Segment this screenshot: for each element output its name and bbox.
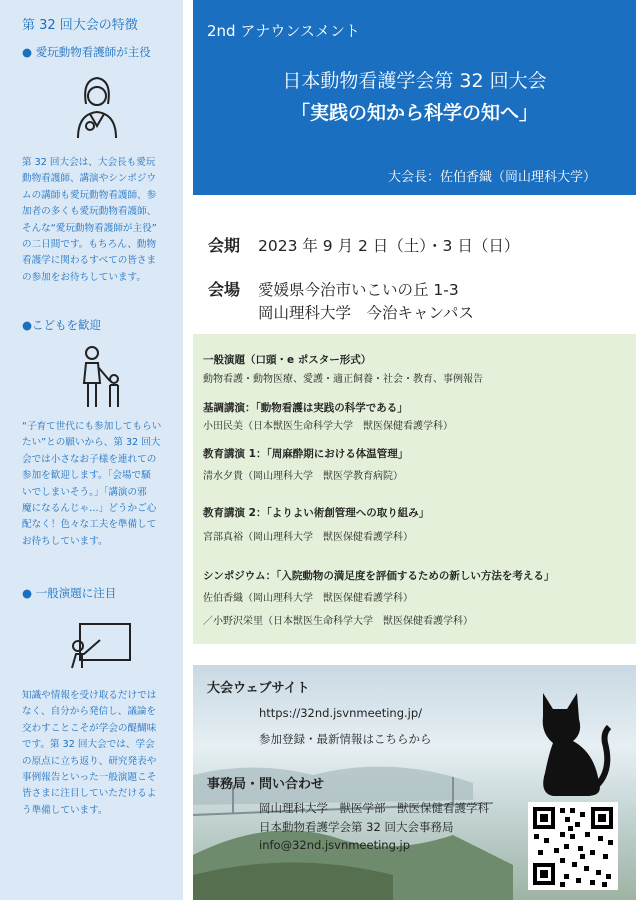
sidebar-heading: 第 32 回大会の特徴 — [22, 18, 138, 33]
conference-theme: 「実践の知から科学の知へ」 — [290, 102, 538, 124]
program-item-head: 教育講演 1：「周麻酔期における体温管理」 — [203, 448, 409, 460]
website-heading: 大会ウェブサイト — [207, 681, 310, 696]
program-item-line: 宮部真裕（岡山理科大学 獣医保健看護学科） — [203, 532, 413, 543]
venue-address: 愛媛県今治市いこいの丘 1-3 — [258, 281, 459, 299]
section-title-nurse: ● 愛玩動物看護師が主役 — [22, 45, 151, 59]
date-value: 2023 年 9 月 2 日（土）・3 日（日） — [258, 237, 520, 255]
program-list — [193, 334, 636, 644]
program-item-head: 教育講演 2：「よりよい術創管理への取り組み」 — [203, 507, 430, 519]
program-item-head: 一般演題（口頭・e ポスター形式） — [203, 354, 372, 366]
contact-email-link[interactable]: info@32nd.jsvnmeeting.jp — [259, 838, 411, 852]
presenter-icon — [68, 620, 134, 674]
section-title-children: ●こどもを歓迎 — [22, 318, 102, 332]
program-item-line: ／小野沢栄里（日本獣医生命科学大学 獣医保健看護学科） — [203, 616, 473, 627]
section-title-presentations: ● 一般演題に注目 — [22, 586, 117, 600]
conference-title: 日本動物看護学会第 32 回大会 — [282, 70, 547, 92]
president-line: 大会長：佐伯香織（岡山理科大学） — [387, 170, 596, 185]
section-text-nurse: 第 32 回大会は、大会長も愛玩 動物看護師、講演やシンポジウ ムの講師も愛玩動物看護師、参 加者の多くも愛玩動物看護師、 そんな“愛玩動物看護師が主役” の二日間です。もちろん、動物 看護学に関わるすべての皆さま の参加をお待ちしています。 — [22, 157, 157, 283]
contact-department: 岡山理科大学 獣医学部 獣医保健看護学科 — [259, 801, 489, 815]
nurse-icon — [68, 74, 126, 144]
section-text-children: “子育て世代にも参加してもらい たい”との願いから、第 32 回大 会では小さなお子様を連れての 参加を歓迎します。「会場で騒 いでしまいそう。」「講演の邪 魔になるんじゃ…」どうかご心 配なく！色々な工夫を準備して お待ちしています。 — [22, 421, 162, 547]
venue-label: 会場 — [208, 280, 241, 299]
title-banner — [193, 0, 636, 195]
website-url-link[interactable]: https://32nd.jsvnmeeting.jp/ — [259, 706, 423, 720]
program-item-head: 基調講演：「動物看護は実践の科学である」 — [203, 402, 408, 414]
sidebar — [0, 0, 183, 900]
section-text-presentations: 知識や情報を受け取るだけでは なく、自分から発信し、議論を 交わすことこそが学会の醍醐味 です。第 32 回大会では、学会 の原点に立ち返り、研究発表や 事例報告といった一般演題こそ 皆さまに注目していただけるよ う準備しています。 — [22, 690, 157, 816]
program-item-line: 清水夕貴（岡山理科大学 獣医学教育病院） — [203, 471, 403, 482]
announcement-label: 2nd アナウンスメント — [207, 22, 360, 40]
program-item-head: シンポジウム：「入院動物の満足度を評価するための新しい方法を考える」 — [203, 570, 555, 582]
program-item-line: 動物看護・動物医療、愛護・適正飼養・社会・教育、事例報告 — [203, 374, 483, 385]
program-item-line: 佐伯香織（岡山理科大学 獣医保健看護学科） — [203, 593, 413, 604]
date-label: 会期 — [208, 236, 241, 255]
program-item-line: 小田民美（日本獣医生命科学大学 獣医保健看護学科） — [203, 421, 453, 432]
qr-code-icon[interactable] — [528, 802, 618, 890]
contact-heading: 事務局・問い合わせ — [207, 777, 325, 792]
website-note: 参加登録・最新情報はこちらから — [259, 732, 432, 746]
venue-campus: 岡山理科大学 今治キャンパス — [258, 304, 474, 322]
cat-silhouette-icon — [533, 693, 613, 797]
contact-office: 日本動物看護学会第 32 回大会事務局 — [259, 820, 454, 834]
parent-child-icon — [76, 345, 128, 415]
